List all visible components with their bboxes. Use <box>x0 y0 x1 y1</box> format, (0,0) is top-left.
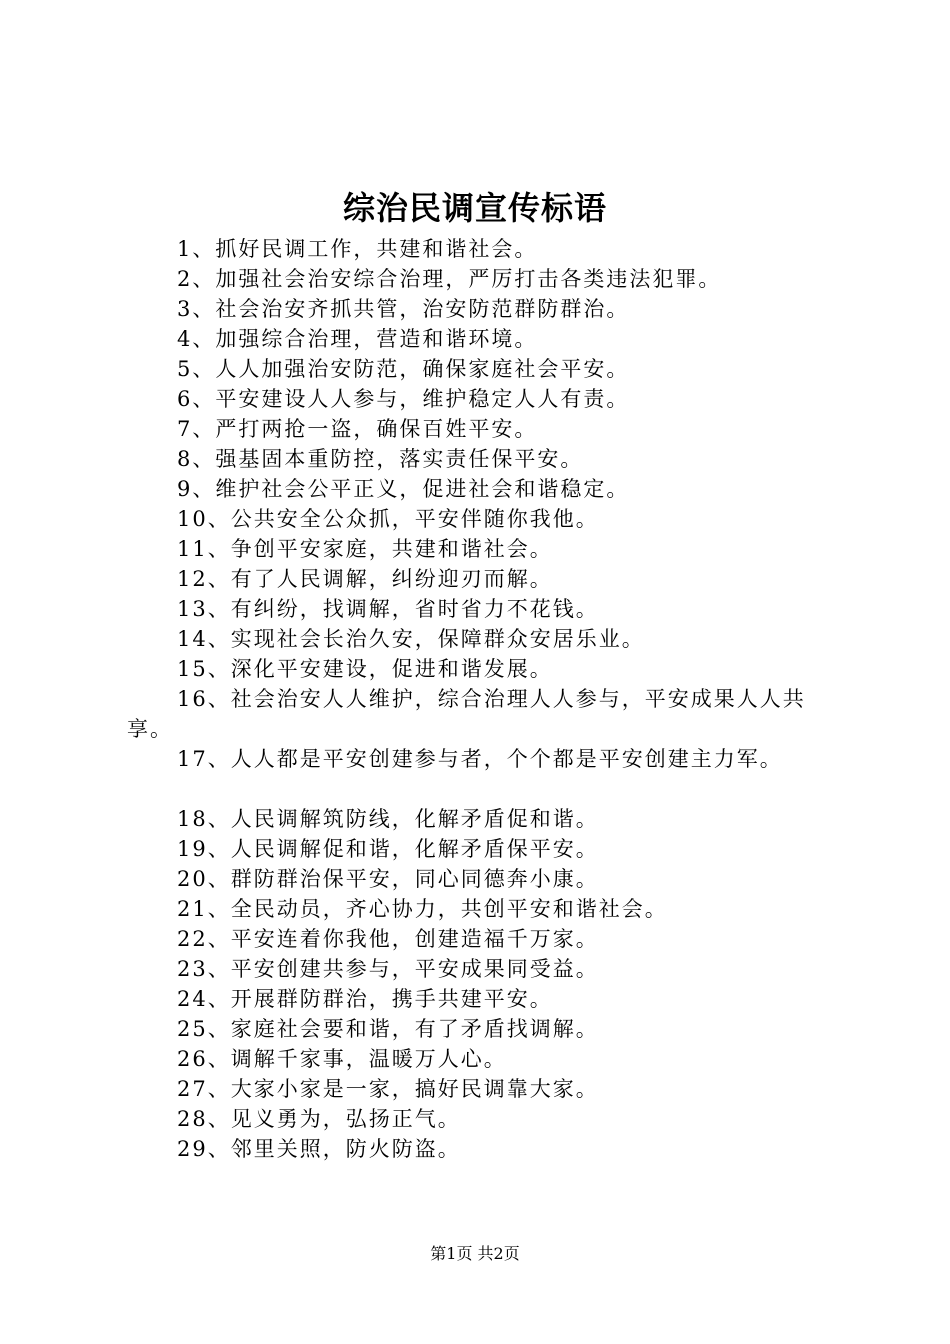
slogan-item: 19、人民调解促和谐，化解矛盾保平安。 <box>177 837 599 861</box>
slogan-item: 28、见义勇为，弘扬正气。 <box>177 1107 461 1131</box>
slogan-item: 26、调解千家事，温暖万人心。 <box>177 1047 507 1071</box>
slogan-list <box>127 234 837 1164</box>
slogan-item: 3、社会治安齐抓共管，治安防范群防群治。 <box>177 297 630 321</box>
slogan-item: 9、维护社会公平正义，促进社会和谐稳定。 <box>177 477 630 501</box>
slogan-item: 23、平安创建共参与，平安成果同受益。 <box>177 957 599 981</box>
slogan-item: 16、社会治安人人维护，综合治理人人参与，平安成果人人共享。 <box>127 687 806 741</box>
slogan-item: 24、开展群防群治，携手共建平安。 <box>177 987 553 1011</box>
slogan-item: 1、抓好民调工作，共建和谐社会。 <box>177 237 538 261</box>
slogan-item: 21、全民动员，齐心协力，共创平安和谐社会。 <box>177 897 668 921</box>
slogan-item: 8、强基固本重防控，落实责任保平安。 <box>177 447 584 471</box>
slogan-item: 10、公共安全公众抓，平安伴随你我他。 <box>177 507 599 531</box>
slogan-item: 27、大家小家是一家，搞好民调靠大家。 <box>177 1077 599 1101</box>
slogan-item: 29、邻里关照，防火防盗。 <box>177 1137 461 1161</box>
slogan-item: 6、平安建设人人参与，维护稳定人人有责。 <box>177 387 630 411</box>
slogan-item: 20、群防群治保平安，同心同德奔小康。 <box>177 867 599 891</box>
slogan-item: 13、有纠纷，找调解，省时省力不花钱。 <box>177 597 599 621</box>
slogan-item: 7、严打两抢一盗，确保百姓平安。 <box>177 417 538 441</box>
page-number-footer: 第1页 共2页 <box>430 1244 520 1263</box>
slogan-item: 22、平安连着你我他，创建造福千万家。 <box>177 927 599 951</box>
slogan-item: 14、实现社会长治久安，保障群众安居乐业。 <box>177 627 645 651</box>
slogan-item: 18、人民调解筑防线，化解矛盾促和谐。 <box>177 807 599 831</box>
slogan-item: 25、家庭社会要和谐，有了矛盾找调解。 <box>177 1017 599 1041</box>
slogan-item: 12、有了人民调解，纠纷迎刃而解。 <box>177 567 553 591</box>
slogan-item: 11、争创平安家庭，共建和谐社会。 <box>177 537 553 561</box>
document-title: 综治民调宣传标语 <box>342 189 607 227</box>
slogan-item: 4、加强综合治理，营造和谐环境。 <box>177 327 538 351</box>
slogan-item: 17、人人都是平安创建参与者，个个都是平安创建主力军。 <box>177 747 783 771</box>
slogan-item: 5、人人加强治安防范，确保家庭社会平安。 <box>177 357 630 381</box>
slogan-item: 15、深化平安建设，促进和谐发展。 <box>177 657 553 681</box>
slogan-item: 2、加强社会治安综合治理，严厉打击各类违法犯罪。 <box>177 267 722 291</box>
